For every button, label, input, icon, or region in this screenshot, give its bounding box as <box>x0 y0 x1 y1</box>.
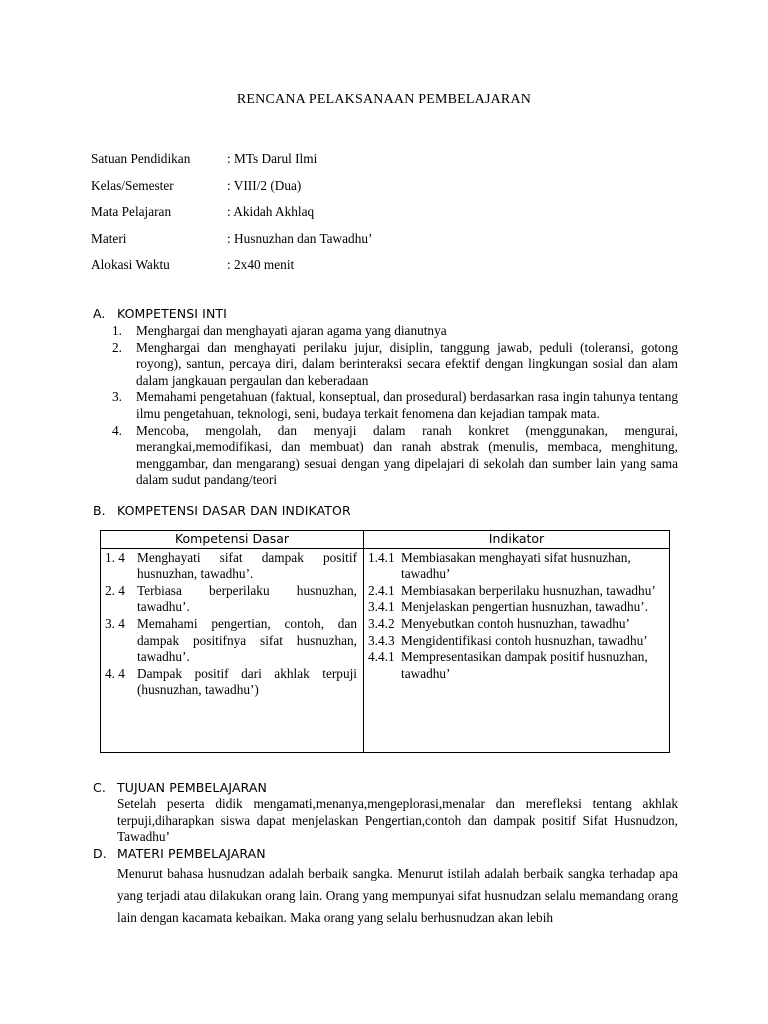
identity-row-kelas <box>91 173 491 200</box>
indikator-item <box>368 633 663 650</box>
kd-number: 2. 4 <box>105 582 125 598</box>
kompetensi-inti-list <box>112 323 678 489</box>
table-header-kd: Kompetensi Dasar <box>101 531 364 549</box>
identity-row-materi <box>91 226 491 253</box>
kd-text: Terbiasa berperilaku husnuzhan, tawadhu’. <box>137 582 357 615</box>
identity-value: : VIII/2 (Dua) <box>227 177 302 193</box>
identity-label: Kelas/Semester <box>91 177 174 193</box>
identity-value: : MTs Darul Ilmi <box>227 151 318 166</box>
section-a-heading <box>93 306 693 323</box>
section-c-heading <box>93 780 693 797</box>
indikator-text: Membiasakan berperilaku husnuzhan, tawadhu’ <box>401 582 656 598</box>
section-d-heading <box>93 846 693 863</box>
indikator-text: Menjelaskan pengertian husnuzhan, tawadhu’. <box>401 599 649 615</box>
identity-value: : Akidah Akhlaq <box>227 204 315 220</box>
kd-item <box>105 616 357 666</box>
section-title: KOMPETENSI INTI <box>117 306 227 321</box>
list-item <box>112 323 678 340</box>
identity-value: : Husnuzhan dan Tawadhu’ <box>227 230 373 246</box>
identity-row-mapel <box>91 199 491 226</box>
identity-label: Alokasi Waktu <box>91 257 170 273</box>
section-b-heading <box>93 503 693 520</box>
list-number: 2. <box>112 339 122 355</box>
identity-row-alokasi <box>91 252 491 279</box>
section-title: MATERI PEMBELAJARAN <box>117 846 266 861</box>
materi-paragraph: Menurut bahasa husnudzan adalah berbaik sangka. Menurut istilah adalah berbaik sangka terhadap apa yang terjadi atau dilakukan orang lain. Orang yang mempunyai sifat husnudzan selalu memandang orang lain dengan kacamata kebaikan. Maka orang yang selalu berhusnudzan akan lebih <box>117 866 678 925</box>
indikator-number: 3.4.1 <box>368 599 395 615</box>
list-item <box>112 423 678 489</box>
identity-row-satuan <box>91 146 491 173</box>
section-letter: C. <box>93 780 106 795</box>
indikator-number: 1.4.1 <box>368 549 395 565</box>
indikator-text: Mengidentifikasi contoh husnuzhan, tawadhu’ <box>401 632 648 648</box>
kd-cell <box>101 548 364 752</box>
identity-block <box>91 146 491 279</box>
kd-item <box>105 666 357 699</box>
identity-label: Satuan Pendidikan <box>91 151 191 166</box>
indikator-item <box>368 550 663 583</box>
section-title: TUJUAN PEMBELAJARAN <box>117 780 267 795</box>
identity-label: Materi <box>91 230 127 246</box>
indikator-text: Mempresentasikan dampak positif husnuzhan, tawadhu’ <box>401 649 648 681</box>
tujuan-paragraph: Setelah peserta didik mengamati,menanya,mengeplorasi,menalar dan merefleksi tentang akhlak terpuji,diharapkan siswa dapat menjelaskan Pengertian,contoh dan dampak positif Sifat Husnudzon, Tawadhu’ <box>117 796 678 845</box>
list-item <box>112 340 678 390</box>
kd-text: Memahami pengertian, contoh, dan dampak positifnya sifat husnuzhan, tawadhu’. <box>137 615 357 665</box>
list-number: 4. <box>112 422 122 438</box>
kd-number: 1. 4 <box>105 549 125 565</box>
list-number: 1. <box>112 323 122 338</box>
indikator-number: 3.4.2 <box>368 615 395 631</box>
kd-item <box>105 550 357 583</box>
section-letter: B. <box>93 503 106 518</box>
indikator-item <box>368 599 663 616</box>
indikator-item <box>368 583 663 600</box>
identity-value: : 2x40 menit <box>227 257 295 273</box>
indikator-number: 3.4.3 <box>368 632 395 648</box>
indikator-number: 2.4.1 <box>368 582 395 598</box>
section-letter: D. <box>93 846 107 861</box>
list-number: 3. <box>112 389 122 405</box>
indikator-item <box>368 649 663 682</box>
kompetensi-table <box>100 530 670 753</box>
list-item <box>112 389 678 422</box>
list-text: Menghargai dan menghayati ajaran agama yang dianutnya <box>136 323 447 338</box>
identity-label: Mata Pelajaran <box>91 204 172 220</box>
document-title: RENCANA PELAKSANAAN PEMBELAJARAN <box>236 92 532 107</box>
kd-text: Menghayati sifat dampak positif husnuzhan, tawadhu’. <box>137 549 357 582</box>
indikator-number: 4.4.1 <box>368 649 395 665</box>
indikator-text: Menyebutkan contoh husnuzhan, tawadhu’ <box>401 615 630 631</box>
section-letter: A. <box>93 306 106 321</box>
kd-item <box>105 583 357 616</box>
list-text: Menghargai dan menghayati perilaku jujur, disiplin, tanggung jawab, peduli (toleransi, gotong royong), santun, percaya diri, dalam berinteraksi secara efektif dengan lingkungan sosial dan alam dalam jangkauan pergaulan dan keberadaan <box>136 339 678 388</box>
list-text: Memahami pengetahuan (faktual, konseptual, dan prosedural) berdasarkan rasa ingin tahunya tentang ilmu pengetahuan, teknologi, seni, budaya terkait fenomena dan kejadian tampak mata. <box>136 389 678 421</box>
indikator-text: Membiasakan menghayati sifat husnuzhan, tawadhu’ <box>401 549 631 582</box>
indikator-cell <box>364 548 670 752</box>
kd-number: 3. 4 <box>105 615 125 631</box>
kd-text: Dampak positif dari akhlak terpuji (husnuzhan, tawadhu’) <box>137 665 357 698</box>
table-header-indikator: Indikator <box>364 531 670 549</box>
section-title: KOMPETENSI DASAR DAN INDIKATOR <box>117 503 351 518</box>
kd-number: 4. 4 <box>105 665 125 681</box>
list-text: Mencoba, mengolah, dan menyaji dalam ranah konkret (menggunakan, mengurai, merangkai,memodifikasi, dan membuat) dan ranah abstrak (menulis, membaca, menghitung, menggambar, dan mengarang) sesuai dengan yang dipelajari di sekolah dan sumber lain yang sama dalam sudut pandang/teori <box>136 422 678 488</box>
indikator-item <box>368 616 663 633</box>
